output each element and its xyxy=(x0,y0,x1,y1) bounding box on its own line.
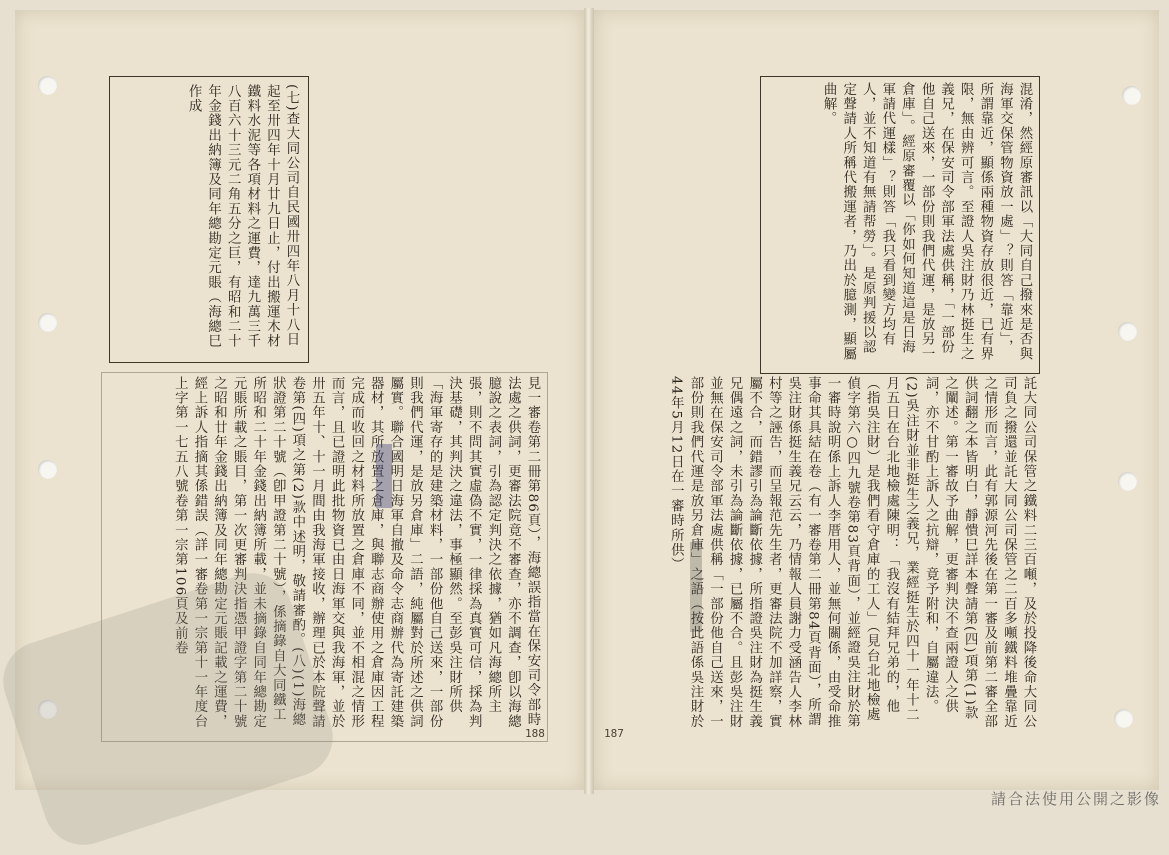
punch-hole xyxy=(1114,709,1133,728)
left-main-text: 見一審卷第二冊第86頁），海總誤指當在保安司令部時法處之供詞，更審法院竟不審查，亦不調查，卽以海總臆說之表詞，引為認定判決之依據，猶如凡海總所主張，則不問其實虛偽不實，一律採為真實可信，採為判決基礎，其判決之違法，事極顯然。至彭吳注財所供「海軍寄存的是建築材料，一部份他自己送來，一部份則我們代運，是放另倉庫」二語，純屬對於所述之供詞屬實。聯合國明日海軍自撤及命令志商辦代為寄託建築器材，其所放置之倉庫，與聯志商辦使用之倉庫因工程完成而收回之材料所放置之倉庫不同，並不相混之情形而言，且已證明此批物資已由日海軍交與我海軍，並於卅五年十、十一月間由我海軍接收，辦理已於本院聲請卷第(四)項之第(2)款中述明，敬請審酌。(八)(1)海總狀證第二十號（卽甲證第二十號），係摘錄自大同鐵工所昭和二十年金錢出納簿所載，並未摘錄自同年總勘定元賬所載之賬目，第一次更審判決指憑甲證字第二十號之昭和廿年金錢出納簿及同年總勘定元賬記載之運費，經上訴人指摘其係錯誤（詳一審卷第一宗第十一年度台上字第一七五八號卷第一宗第106頁及前卷 xyxy=(172,376,540,729)
punch-hole xyxy=(1122,86,1141,105)
usage-notice: 請合法使用公開之影像 xyxy=(990,790,1161,808)
right-boxed-paragraph: 混淆，然經原審訊以「大同自己撥來是否與海軍交保管物資放一處」？則答「靠近」，所謂靠近，顯係兩種物資存放很近，已有界限，無由辨可言。至證人吳注財乃林挺生之義兄，在保安司令部軍法處供稱，「一部份他自己送來，一部份則我們代運，是放另一倉庫」。經原審覆以「你如何知道這是日海軍請代運樣」？則答「我只看到變方均有人，並不知道有無請帮勞」。是原判援以認定聲請人所稱代搬運者，乃出於臆測，顯屬曲解。 xyxy=(821,82,1032,362)
ink-stamp xyxy=(690,542,702,632)
punch-hole xyxy=(1118,472,1137,491)
page-number-right: 187 xyxy=(604,727,624,740)
punch-hole xyxy=(38,76,57,95)
right-page xyxy=(594,10,1159,790)
ink-stamp xyxy=(376,444,392,508)
page-number-left: 188 xyxy=(525,727,545,740)
punch-hole xyxy=(1118,322,1137,341)
left-boxed-paragraph: (七)查大同公司自民國卅四年八月十八日起至卅四年十月廿九日止，付出搬運木材鐵料水泥等各項材料之運費，達九萬三千八百六十三元二角五分之巨，有昭和二十年金錢出納簿及同年總勘定元賬（海總巳作成 xyxy=(186,84,299,349)
punch-hole xyxy=(38,460,57,479)
right-main-text: 託大同公司保管之鐵料二三百噸，及於投降後命大同公司負之撥還並託大同公司保管之二百多噸鐵料堆疊靠近之情形而言，此有郭源河先後在第一審及前第二審全部供詞翻之本皆明白，靜憒巳詳本聲請第(四)項第(1)款之闡述。第一審故予曲解，更審判決不查兩證人之供詞，亦不甘酌上訴人之抗辯，竟予附和，自屬違法。(2)吳注財並非挺生之義兄，業經挺生於四十一年十二月五日在台北地檢處陳明：「我沒有結拜兄弟的，他（指吳注財）是我們看守倉庫的工人」（見台北地檢處偵字第六○四九號卷第83頁背面），並經證吳注財於第一審時說明係上訴人李厝用人，並無何關係，由受命推事命其具結在卷（有一審卷第二冊第84頁背面），所謂吳注財係挺生義兄云云，乃情報人員謝力受涵告人李林村等之誣告，而呈報范先生者，更審法院不加詳察，實屬不合，而錯謬引為論斷依據，所指證吳注財為挺生義兄偶遠之詞，未引為論斷依據，已屬不合。且彭吳注財並無在保安司令部軍法處供稱「一部份他自己送來，一部份則我們代運是放另倉庫」之語（按此語係吳注財於44年5月12日在一審時所供） xyxy=(668,376,1036,729)
punch-hole xyxy=(38,313,57,332)
book-gutter xyxy=(584,8,594,794)
